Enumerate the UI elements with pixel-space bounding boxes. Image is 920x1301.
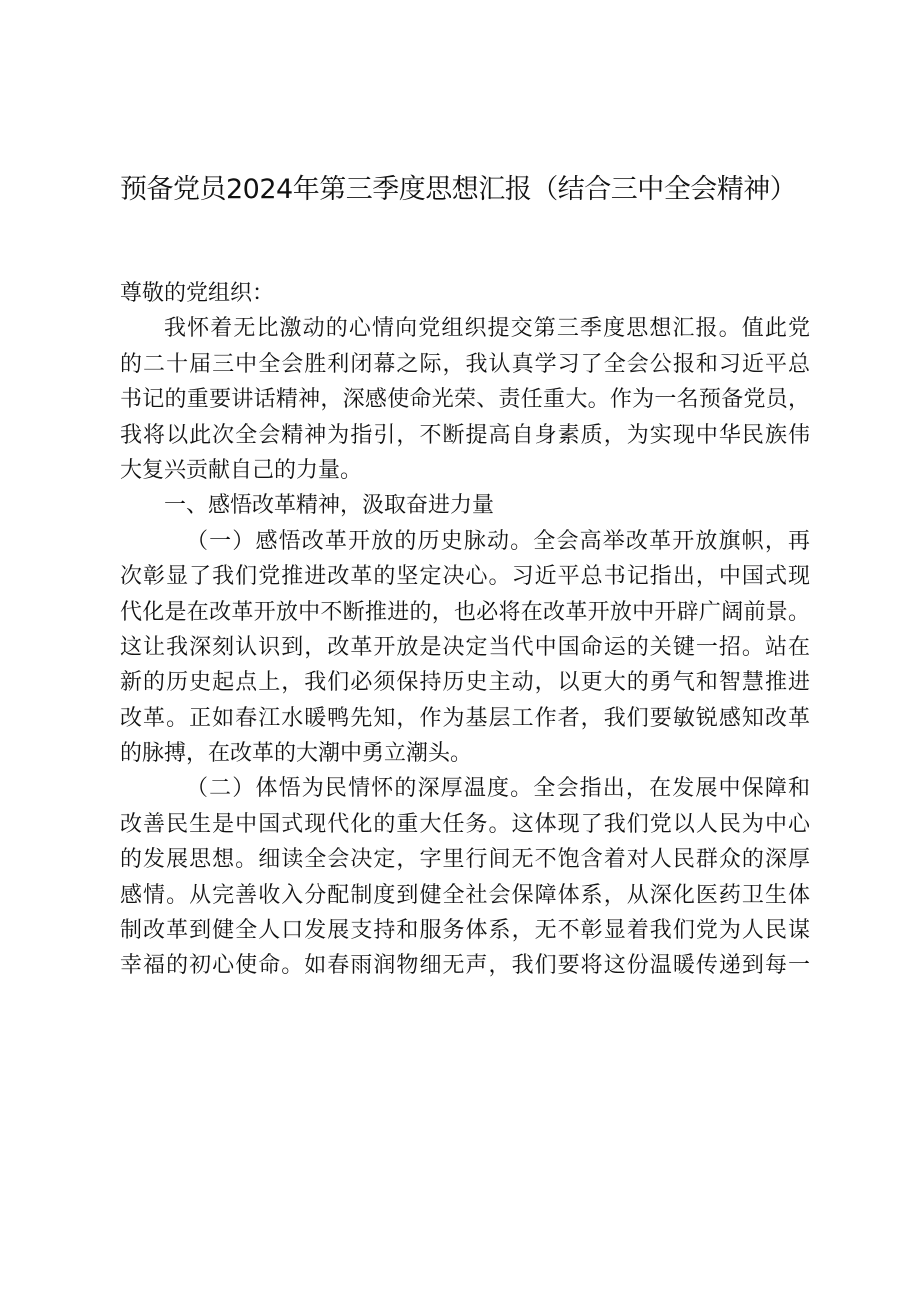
document-title: 预备党员2024年第三季度思想汇报（结合三中全会精神） (120, 174, 797, 205)
paragraph-line: 改革。正如春江水暖鸭先知，作为基层工作者，我们要敏锐感知改革 (120, 705, 810, 731)
paragraph-line: 新的历史起点上，我们必须保持历史主动，以更大的勇气和智慧推进 (120, 670, 810, 696)
paragraph-line: （一）感悟改革开放的历史脉动。全会高举改革开放旗帜，再 (186, 528, 810, 554)
intro-line: 书记的重要讲话精神，深感使命光荣、责任重大。作为一名预备党员， (120, 387, 810, 413)
intro-line: 我将以此次全会精神为指引，不断提高自身素质，为实现中华民族伟 (120, 422, 810, 448)
paragraph-line: 这让我深刻认识到，改革开放是决定当代中国命运的关键一招。站在 (120, 634, 810, 660)
intro-line: 我怀着无比激动的心情向党组织提交第三季度思想汇报。值此党 (164, 316, 810, 342)
paragraph-line: 的发展思想。细读全会决定，字里行间无不饱含着对人民群众的深厚 (120, 847, 810, 873)
section-heading: 一、感悟改革精神，汲取奋进力量 (164, 493, 495, 519)
paragraph-line: 感情。从完善收入分配制度到健全社会保障体系，从深化医药卫生体 (120, 882, 810, 908)
salutation: 尊敬的党组织： (120, 281, 275, 306)
paragraph-line: 改善民生是中国式现代化的重大任务。这体现了我们党以人民为中心 (120, 811, 810, 837)
document-body (120, 276, 810, 984)
paragraph-line: 制改革到健全人口发展支持和服务体系，无不彰显着我们党为人民谋 (120, 918, 810, 944)
paragraph-line: 幸福的初心使命。如春雨润物细无声，我们要将这份温暖传递到每一 (120, 953, 810, 979)
paragraph-line: 的脉搏，在改革的大潮中勇立潮头。 (120, 741, 473, 767)
intro-line: 大复兴贡献自己的力量。 (120, 457, 363, 483)
paragraph-line: （二）体悟为民情怀的深厚温度。全会指出，在发展中保障和 (186, 776, 810, 802)
paragraph-line: 次彰显了我们党推进改革的坚定决心。习近平总书记指出，中国式现 (120, 564, 810, 590)
paragraph-line: 代化是在改革开放中不断推进的，也必将在改革开放中开辟广阔前景。 (120, 599, 810, 625)
intro-line: 的二十届三中全会胜利闭幕之际，我认真学习了全会公报和习近平总 (120, 351, 810, 377)
